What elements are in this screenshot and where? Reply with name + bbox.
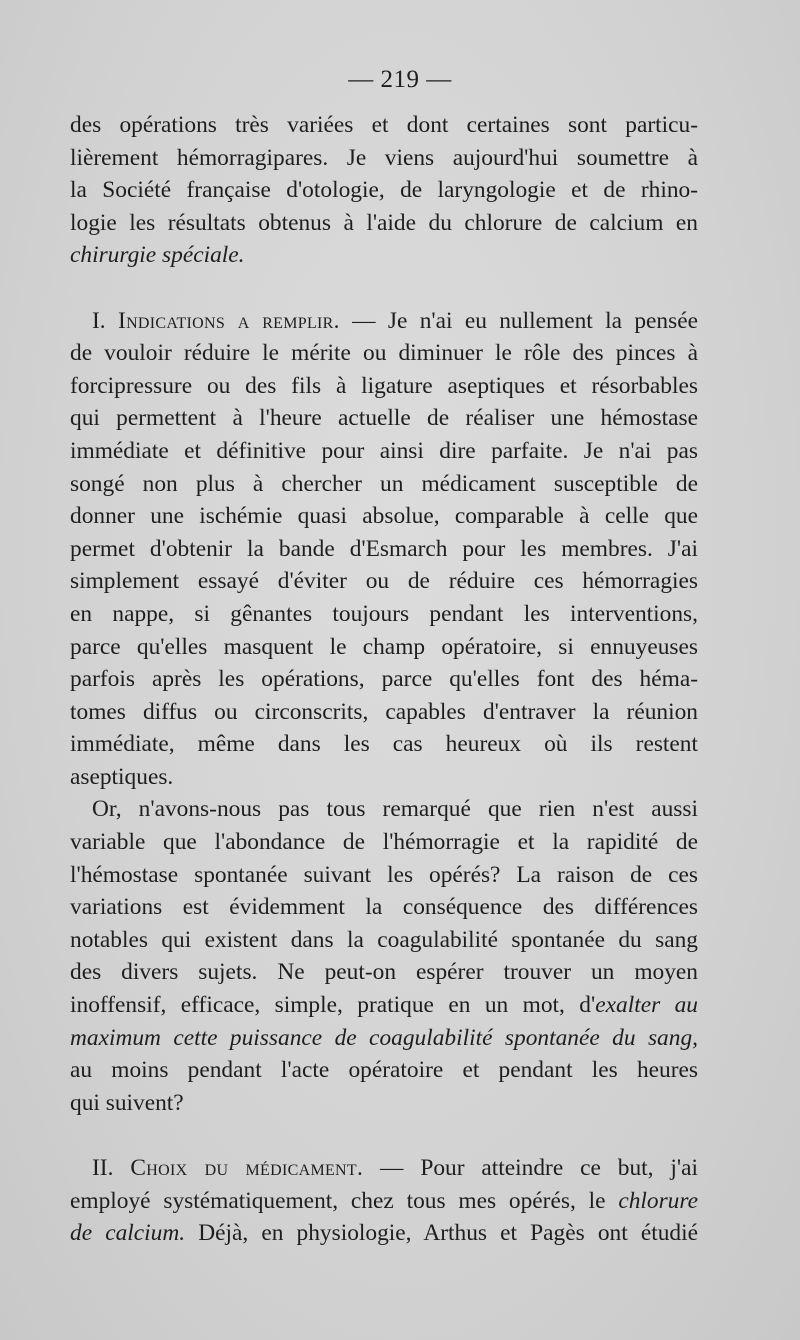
- text-line: variations est évidemment la conséquence des différences: [70, 894, 698, 921]
- section-number: I.: [92, 307, 106, 334]
- text-line: immédiate et définitive pour ainsi dire parfaite. Je n'ai pas: [70, 437, 698, 464]
- section-heading-line: [70, 305, 698, 338]
- text-line: aseptiques.: [70, 763, 174, 790]
- text-line: en nappe, si gênantes toujours pendant les interventions,: [70, 600, 698, 627]
- text-line: qui permettent à l'heure actuelle de réaliser une hémostase: [70, 405, 698, 432]
- text-line: parce qu'elles masquent le champ opératoire, si ennuyeuses: [70, 633, 698, 660]
- text-fragment: — Pour atteindre ce but, j'ai: [380, 1155, 698, 1181]
- italic-phrase: chirurgie spéciale.: [70, 242, 245, 269]
- text-line: Or, n'avons-nous pas tous remarqué que rien n'est aussi: [92, 796, 698, 823]
- text-line: [70, 1185, 698, 1218]
- text-fragment: inoffensif, efficace, simple, pratique en un mot, d': [70, 992, 596, 1019]
- text-line: [70, 1217, 698, 1250]
- paragraph-gap: [70, 272, 698, 305]
- text-line: qui suivent?: [70, 1089, 184, 1116]
- paragraph-gap: [70, 1119, 698, 1152]
- text-line: permet d'obtenir la bande d'Esmarch pour les membres. J'ai: [70, 535, 698, 562]
- body-text: [70, 109, 698, 1250]
- section-number: II.: [92, 1155, 114, 1181]
- page-number: — 219 —: [348, 66, 452, 93]
- text-line: l'hémostase spontanée suivant les opérés? La raison de ces: [70, 861, 698, 888]
- text-line: la Société française d'otologie, de laryngologie et de rhino-: [70, 177, 698, 204]
- text-fragment: employé systématiquement, chez tous mes opérés, le: [70, 1187, 619, 1214]
- text-line: au moins pendant l'acte opératoire et pendant les heures: [70, 1057, 698, 1084]
- text-line: des opérations très variées et dont certaines sont particu-: [70, 112, 698, 138]
- section-heading: Indications a remplir.: [117, 307, 340, 334]
- text-line: parfois après les opérations, parce qu'elles font des héma-: [70, 666, 698, 693]
- italic-phrase: maximum cette puissance de coagulabilité spontanée du sang,: [70, 1024, 698, 1051]
- text-line: forcipressure ou des fils à ligature aseptiques et résorbables: [70, 372, 698, 399]
- section-heading-line: [70, 1152, 698, 1185]
- text-line: songé non plus à chercher un médicament susceptible de: [70, 470, 698, 497]
- text-line: de vouloir réduire le mérite ou diminuer le rôle des pinces à: [70, 340, 698, 367]
- text-fragment: — Je n'ai eu nullement la pensée: [352, 307, 698, 334]
- text-line: simplement essayé d'éviter ou de réduire ces hémorragies: [70, 568, 698, 595]
- text-line: logie les résultats obtenus à l'aide du chlorure de calcium en: [70, 209, 698, 236]
- italic-phrase: de calcium.: [70, 1220, 186, 1247]
- text-fragment: Déjà, en physiologie, Arthus et Pagès ont étudié: [185, 1220, 698, 1247]
- text-line: immédiate, même dans les cas heureux où ils restent: [70, 731, 698, 758]
- section-heading: Choix du médicament.: [130, 1155, 364, 1181]
- text-line: tomes diffus ou circonscrits, capables d'entraver la réunion: [70, 698, 698, 725]
- text-line: notables qui existent dans la coagulabilité spontanée du sang: [70, 926, 698, 953]
- text-line: [70, 239, 698, 272]
- text-line: [70, 1022, 698, 1055]
- text-line: lièrement hémorragipares. Je viens aujourd'hui soumettre à: [70, 144, 698, 171]
- italic-phrase: exalter au: [595, 992, 698, 1019]
- text-line: donner une ischémie quasi absolue, comparable à celle que: [70, 503, 698, 530]
- text-line: variable que l'abondance de l'hémorragie et la rapidité de: [70, 829, 698, 856]
- italic-phrase: chlorure: [618, 1187, 698, 1214]
- text-line: des divers sujets. Ne peut-on espérer trouver un moyen: [70, 959, 698, 986]
- text-line: [70, 989, 698, 1022]
